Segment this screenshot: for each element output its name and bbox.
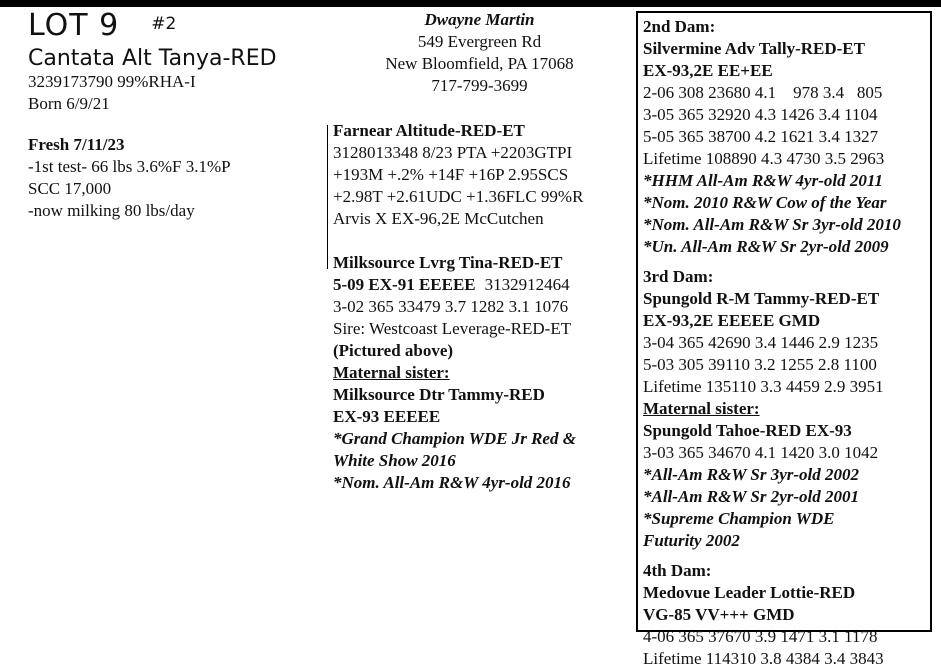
second-dam-record: 5-05 365 38700 4.2 1621 3.4 1327 [643,127,879,146]
fresh-date: Fresh 7/11/23 [28,135,125,154]
first-test: -1st test- 66 lbs 3.6%F 3.1%P [28,157,231,176]
maternal-sister-class: EX-93 EEEEE [333,407,441,426]
dam-record: 3-02 365 33479 3.7 1282 3.1 1076 [333,297,569,316]
fourth-dam-heading: 4th Dam: [643,561,712,580]
second-dam-record: 3-05 365 32920 4.3 1426 3.4 1104 [643,105,878,124]
seller-street: 549 Evergreen Rd [417,32,542,51]
fresh-info [28,134,231,222]
dam-pedigree-box [636,11,932,668]
dam-honor: *Nom. All-Am R&W 4yr-old 2016 [333,473,571,492]
second-dam-class: EX-93,2E EE+EE [643,61,773,80]
dam-honor: *Grand Champion WDE Jr Red & [333,429,576,448]
fourth-dam-record: 4-06 365 37670 3.9 1471 3.1 1178 [643,627,878,646]
second-dam-honor: *Nom. 2010 R&W Cow of the Year [643,193,887,212]
third-dam-record: 3-04 365 42690 3.4 1446 2.9 1235 [643,333,879,352]
third-dam-name: Spungold R-M Tammy-RED-ET [643,289,880,308]
fourth-dam-class: VG-85 VV+++ GMD [643,605,795,624]
third-dam-heading: 3rd Dam: [643,267,714,286]
third-dam-class: EX-93,2E EEEEE GMD [643,311,821,330]
sire-line: 3128013348 8/23 PTA +2203GTPI [333,143,573,162]
now-milking: -now milking 80 lbs/day [28,201,195,220]
fourth-dam-name: Medovue Leader Lottie-RED [643,583,856,602]
third-dam-record: Lifetime 135110 3.3 4459 2.9 3951 [643,377,884,396]
maternal-sister-name: Milksource Dtr Tammy-RED [333,385,545,404]
lot-number: LOT 9 [28,8,120,43]
top-rule [0,0,941,7]
third-dam-sister-record: 3-03 365 34670 4.1 1420 3.0 1042 [643,443,879,462]
scc: SCC 17,000 [28,179,112,198]
third-dam-honor: *All-Am R&W Sr 2yr-old 2001 [643,487,859,506]
second-dam-honor: *Un. All-Am R&W Sr 2yr-old 2009 [643,237,889,256]
dam-class-line [333,274,623,296]
sire-line: +193M +.2% +14F +16P 2.95SCS [333,165,569,184]
sire-dam-column [333,120,623,494]
sire-line: Arvis X EX-96,2E McCutchen [333,209,544,228]
seller-phone: 717-799-3699 [431,76,528,95]
seller-name: Dwayne Martin [424,10,535,29]
dam-classification: 5-09 EX-91 EEEEE [333,275,476,294]
seller-info [362,9,597,97]
dam-registration: 3132912464 [484,275,570,294]
third-dam-sister-label: Maternal sister: [643,399,760,418]
second-dam-name: Silvermine Adv Tally-RED-ET [643,39,865,58]
sire-name: Farnear Altitude-RED-ET [333,121,525,140]
fourth-dam-section [643,560,930,670]
second-dam-record: 2-06 308 23680 4.1 978 3.4 805 [643,83,883,102]
third-dam-honor: *Supreme Champion WDE [643,509,835,528]
maternal-sister-label: Maternal sister: [333,363,450,382]
third-dam-sister-name: Spungold Tahoe-RED EX-93 [643,421,852,440]
animal-name: Cantata Alt Tanya-RED [28,46,277,71]
second-dam-section [643,16,930,258]
lot-heading [28,10,176,42]
dam-sire: Sire: Westcoast Leverage-RED-ET [333,319,572,338]
seller-city: New Bloomfield, PA 17068 [385,54,574,73]
dam-honor: White Show 2016 [333,451,456,470]
lot-tag: #2 [151,14,177,34]
animal-birthdate: Born 6/9/21 [28,94,110,113]
second-dam-honor: *Nom. All-Am R&W Sr 3yr-old 2010 [643,215,901,234]
sire-line: +2.98T +2.61UDC +1.36FLC 99%R [333,187,584,206]
third-dam-section [643,266,930,552]
sire-section [333,120,623,230]
second-dam-honor: *HHM All-Am R&W 4yr-old 2011 [643,171,883,190]
dam-pictured: (Pictured above) [333,341,454,360]
pedigree-bracket [327,125,328,269]
dam-section [333,252,623,494]
third-dam-honor: *All-Am R&W Sr 3yr-old 2002 [643,465,859,484]
animal-registration: 3239173790 99%RHA-I [28,72,196,91]
dam-name: Milksource Lvrg Tina-RED-ET [333,253,563,272]
fourth-dam-record: Lifetime 114310 3.8 4384 3.4 3843 [643,649,884,668]
third-dam-record: 5-03 305 39110 3.2 1255 2.8 1100 [643,355,877,374]
third-dam-honor: Futurity 2002 [643,531,740,550]
second-dam-record: Lifetime 108890 4.3 4730 3.5 2963 [643,149,885,168]
second-dam-heading: 2nd Dam: [643,17,716,36]
